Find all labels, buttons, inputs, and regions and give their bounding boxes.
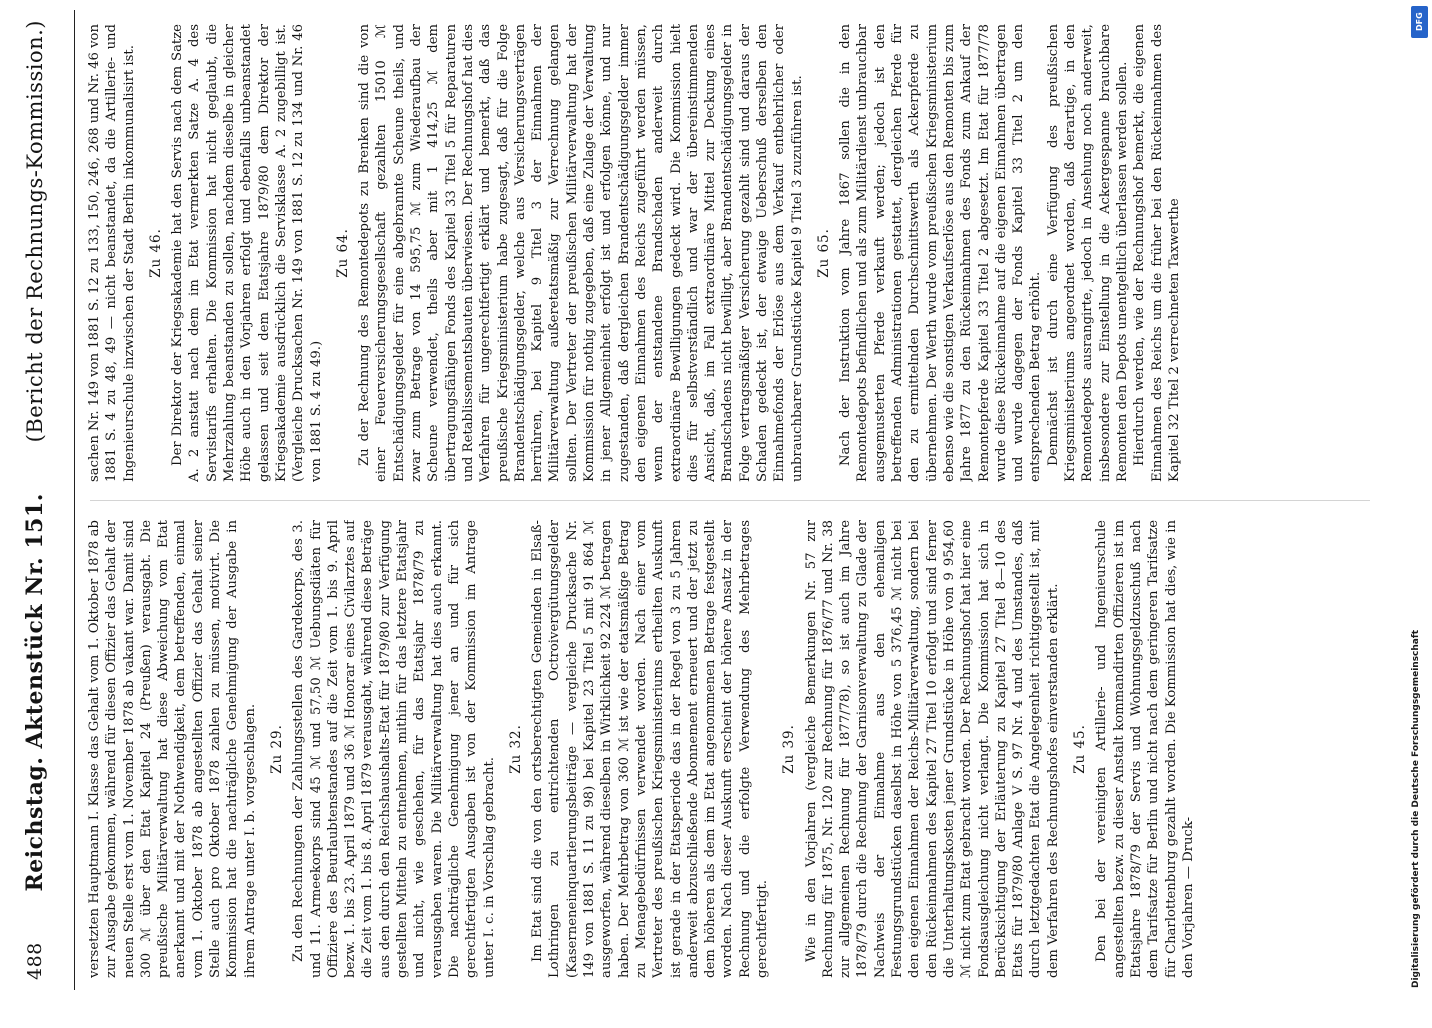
paragraph: Im Etat sind die von den ortsberechtigten Gemeinden in Elsaß-Lothringen zu entrichtenden Octroivergütungsgelder (Kaserneneinquartierungsbeiträge — vergleiche Drucksache Nr. 149 von 1881 S. 11 zu 98) bei Kapitel 23 Titel 5 mit 91 864 ℳ ausgeworfen, während dieselben in Wirklichkeit 92 224 ℳ betragen haben. Der Mehrbetrag von 360 ℳ ist wie der etatsmäßige Betrag zu Menagebedürfnissen verwendet worden. Nach einer vom Vertreter des preußischen Kriegsministeriums ertheilten Auskunft ist gerade in der Etatsperiode das in der Regel von 3 zu 5 Jahren anderweit abzuschließende Abonnement erneuert und der jetzt zu dem höheren als dem im Etat angenommenen Betrage festgestellt worden. Nach dieser Auskunft erscheint der höhere Ansatz in der Rechnung und die erfolgte Verwendung des Mehrbetrages gerechtfertigt. (530, 520, 770, 978)
document-title: Reichstag. Aktenstück Nr. 151. (22, 493, 48, 892)
left-column (86, 520, 1376, 978)
section-heading: Zu 46. (147, 228, 164, 278)
paragraph: Wie in den Vorjahren (vergleiche Bemerkungen Nr. 57 zur Rechnung für 1875, Nr. 120 zur Rechnung für 1876/77 und Nr. 38 zur allgemeinen Rechnung für 1877/78), so ist auch im Jahre 1878/79 durch die Rechnung der Garnisonverwaltung zu Glade der Nachweis der Einnahme aus den ehemaligen Festungsgrundstücken daselbst in Höhe von 5 376,45 ℳ nicht bei den eigenen Einnahmen der Reichs-Militärverwaltung, sondern bei den Rückeinnahmen des Kapitel 27 Titel 10 erfolgt und sind ferner die Unterhaltungskosten jener Grundstücke in Höhe von 9 954,60 ℳ nicht zum Etat gebracht worden. Der Rechnungshof hat hier eine Fondsausgleichung nicht verlangt. Die Kommission hat sich in Berücksichtigung der Erläuterung zu Kapitel 27 Titel 8—10 des Etats für 1879/80 Anlage V S. 97 Nr. 4 und des Umstandes, daß durch letztgedachten Etat die Angelegenheit richtiggestellt ist, mit dem Verfahren des Rechnungshofes einverstanden erklärt. (803, 520, 1061, 978)
column-divider (90, 500, 1370, 501)
section-heading: Zu 32. (507, 724, 524, 774)
dfg-logo: DFG (1411, 6, 1428, 38)
header-rule (74, 10, 75, 990)
section-heading: Zu 29. (268, 724, 285, 774)
section-heading: Zu 39. (781, 724, 798, 774)
document-caption: (Bericht der Rechnungs-Kommission.) (23, 20, 47, 443)
dfg-credit-text: Digitalisierung gefördert durch die Deutsche Forschungsgemeinschaft (1411, 629, 1421, 988)
paragraph: Den bei der vereinigten Artillerie- und Ingenieurschule angestellten bezw. zu dieser Anstalt kommandirten Offizieren ist im Etatsjahre 1878/79 der Servis und Wohnungsgeldzuschuß nach dem Tarifsatze für Berlin und nicht nach dem geringeren Tarifsatze für Charlottenburg gezahlt worden. Die Kommission hat dies, wie in den Vorjahren — Druck- (1094, 520, 1196, 978)
paragraph: versetzten Hauptmann I. Klasse das Gehalt vom 1. Oktober 1878 ab zur Ausgabe gekommen, während für diesen Offizier das Gehalt der neuen Stelle erst vom 1. November 1878 ab vakant war. Damit sind 300 ℳ über den Etat Kapitel 24 (Preußen) verausgabt. Die preußische Militärverwaltung hat diese Abweichung vom Etat anerkannt und mit der Nothwendigkeit, dem betreffenden, einmal vom 1. Oktober 1878 ab angestellten Offizier das Gehalt seiner Stelle auch pro Oktober 1878 zahlen zu müssen, motivirt. Die Kommission hat die nachträgliche Genehmigung der Ausgabe in ihrem Antrage unter I. b. vorgeschlagen. (87, 520, 258, 978)
paragraph: sachen Nr. 149 von 1881 S. 12 zu 133, 150, 246, 268 und Nr. 46 von 1881 S. 4 zu 48, 49 — nicht beanstandet, da die Artillerie- und Ingenieurschule inzwischen der Stadt Berlin inkommunalisirt ist. (87, 24, 137, 482)
paragraph: Demnächst ist durch eine Verfügung des preußischen Kriegsministeriums angeordnet worden, daß derartige, in den Remontedepots ausrangirte, jedoch in Ansehung noch anderweit, insbesondere zur Einstellung in die Ackergespanne brauchbare Remonten den Depots unentgeltlich überlassen werden sollen. (1045, 24, 1130, 482)
page-header (0, 20, 70, 980)
right-column (86, 24, 1376, 482)
section-heading: Zu 64. (334, 228, 351, 278)
page-number: 488 (24, 942, 46, 980)
paragraph: Der Direktor der Kriegsakademie hat den Servis nach dem Satze A. 2 anstatt nach dem im Etat vermerkten Satze A. 4 des Servistarifs erhalten. Die Kommission hat nicht geglaubt, die Mehrzahlung beanstanden zu sollen, nachdem dieselbe in gleicher Höhe auch in den Vorjahren erfolgt und ebenfalls unbeanstandet gelassen und seit dem Etatsjahre 1879/80 dem Direktor der Kriegsakademie ausdrücklich die Servisklasse A. 2 zugebilligt ist. (Vergleiche Drucksachen Nr. 149 von 1881 S. 12 zu 134 und Nr. 46 von 1881 S. 4 zu 49.) (170, 24, 324, 482)
paragraph: Zu den Rechnungen der Zahlungsstellen des Gardekorps, des 3. und 11. Armeekorps sind 45 ℳ und 57,50 ℳ Uebungsdiäten für Offiziere des Beurlaubtenstandes auf die Zeit vom 1. bis 9. April bezw. 1. bis 23. April 1879 und 36 ℳ Honorar eines Civilarztes auf die Zeit vom 1. bis 8. April 1879 verausgabt, während diese Beträge aus den durch den Reichshaushalts-Etat für 1879/80 zur Verfügung gestellten Mitteln zu entnehmen, mithin für das letztere Etatsjahr und nicht, wie geschehen, für das Etatsjahr 1878/79 zu verausgaben waren. Die Militärverwaltung hat dies auch erkannt. Die nachträgliche Genehmigung jener an und für sich gerechtfertigten Ausgaben ist von der Kommission im Antrage unter I. c. in Vorschlag gebracht. (291, 520, 497, 978)
section-heading: Zu 45. (1072, 724, 1089, 774)
section-heading: Zu 65. (815, 228, 832, 278)
paragraph: Hierdurch werden, wie der Rechnungshof bemerkt, die eigenen Einnahmen des Reichs um die früher bei den Rückeinnahmen des Kapitel 32 Titel 2 verrechneten Taxwerthe (1132, 24, 1182, 482)
paragraph: Nach der Instruktion vom Jahre 1867 sollen die in den Remontedepots befindlichen und als zum Militärdienst unbrauchbar ausgemusterten Pferde verkauft werden; jedoch ist den betreffenden Administrationen gestattet, dergleichen Pferde für den zu ermittelnden Durchschnittswerth als Ackerpferde zu übernehmen. Der Werth wurde vom preußischen Kriegsministerium ebenso wie die sonstigen Verkaufserlöse aus den Remonten bis zum Jahre 1877 zu den Rückeinnahmen des Fonds zum Ankauf der Remontepferde Kapitel 33 Titel 2 abgesetzt. Im Etat für 1877/78 wurde diese Rückeinnahme auf die eigenen Einnahmen übertragen und wurde dagegen der Fonds Kapitel 33 Titel 2 um den entsprechenden Betrag erhöht. (838, 24, 1044, 482)
paragraph: Zu der Rechnung des Remontedepots zu Brenken sind die von einer Feuerversicherungsgesellschaft gezahlten 15010 ℳ Entschädigungsgelder für eine abgebrannte Scheune theils, und zwar zum Betrage von 14 595,75 ℳ zum Wiederaufbau der Scheune verwendet, theils aber mit 1 414,25 ℳ dem übertragungsfähigen Fonds des Kapitel 33 Titel 5 für Reparaturen und Retablissementsbauten überwiesen. Der Rechnungshof hat dies Verfahren für ungerechtfertigt erklärt und bemerkt, daß das preußische Kriegsministerium habe zugesagt, daß für die Folge Brandentschädigungsgelder, welche aus Versicherungsverträgen herrühren, bei Kapitel 9 Titel 3 der Einnahmen der Militärverwaltung außeretatsmäßig zur Verrechnung gelangen sollten. Der Vertreter der preußischen Militärverwaltung hat der Kommission für nothig zugegeben, daß eine Zulage der Verwaltung in jener Allgemeinheit erfolgt ist und erfolgen könne, und nur zugestanden, daß dergleichen Brandentschädigungsgelder immer den eigenen Einnahmen des Reichs zugeführt werden müssen, wenn der entstandene Brandschaden anderweit durch extraordinäre Bewilligungen gedeckt wird. Die Kommission hielt dies für selbstverständlich und war der übereinstimmenden Ansicht, daß, im Fall extraordinäre Mittel zur Deckung eines Brandschadens nicht bewilligt, aber Brandentschädigungsgelder in Folge vertragsmäßiger Versicherung gezahlt sind und daraus der Schaden gedeckt ist, der etwaige Ueberschuß derselben den Einnahmefonds der Erlöse aus dem Verkauf entbehrlicher oder unbrauchbarer Grundstücke Kapitel 9 Titel 3 zuzuführen ist. (357, 24, 805, 482)
